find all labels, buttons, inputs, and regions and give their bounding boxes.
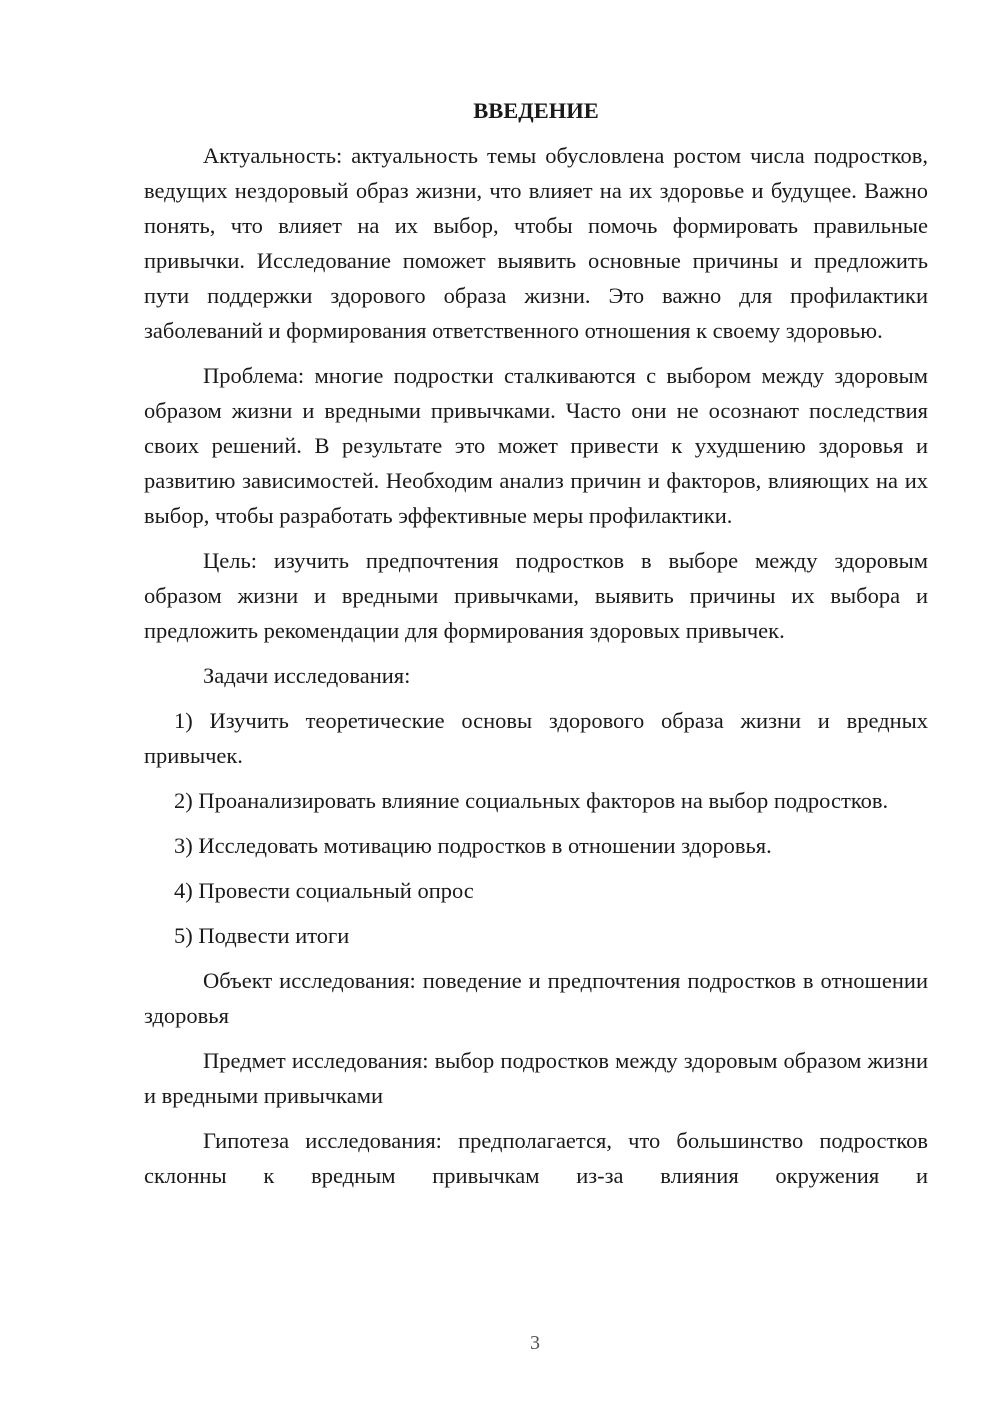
task-item-5: 5) Подвести итоги bbox=[174, 923, 350, 948]
task-item-2: 2) Проанализировать влияние социальных факторов на выбор подростков. bbox=[174, 788, 889, 813]
task-item-1: 1) Изучить теоретические основы здорового образа жизни и вредных привычек. bbox=[144, 708, 928, 768]
paragraph-hypothesis: Гипотеза исследования: предполагается, что большинство подростков склонны к вредным привычкам из-за влияния окружения и bbox=[144, 1128, 928, 1188]
paragraph-subject: Предмет исследования: выбор подростков между здоровым образом жизни и вредными привычками bbox=[144, 1048, 928, 1108]
section-title: ВВЕДЕНИЕ bbox=[473, 98, 599, 123]
paragraph-goal: Цель: изучить предпочтения подростков в выборе между здоровым образом жизни и вредными привычками, выявить причины их выбора и предложить рекомендации для формирования здоровых привычек. bbox=[144, 548, 928, 643]
paragraph-object: Объект исследования: поведение и предпочтения подростков в отношении здоровья bbox=[144, 968, 928, 1028]
task-item-3: 3) Исследовать мотивацию подростков в отношении здоровья. bbox=[174, 833, 772, 858]
document-body bbox=[144, 93, 928, 1193]
page-number: 3 bbox=[530, 1332, 540, 1354]
paragraph-relevance: Актуальность: актуальность темы обусловлена ростом числа подростков, ведущих нездоровый образ жизни, что влияет на их здоровье и будущее. Важно понять, что влияет на их выбор, чтобы помочь формировать правильные привычки. Исследование поможет выявить основные причины и предложить пути поддержки здорового образа жизни. Это важно для профилактики заболеваний и формирования ответственного отношения к своему здоровью. bbox=[144, 143, 928, 343]
paragraph-tasks-heading: Задачи исследования: bbox=[203, 663, 411, 688]
paragraph-problem: Проблема: многие подростки сталкиваются с выбором между здоровым образом жизни и вредными привычками. Часто они не осознают последствия своих решений. В результате это может привести к ухудшению здоровья и развитию зависимостей. Необходим анализ причин и факторов, влияющих на их выбор, чтобы разработать эффективные меры профилактики. bbox=[144, 363, 928, 528]
task-item-4: 4) Провести социальный опрос bbox=[174, 878, 474, 903]
